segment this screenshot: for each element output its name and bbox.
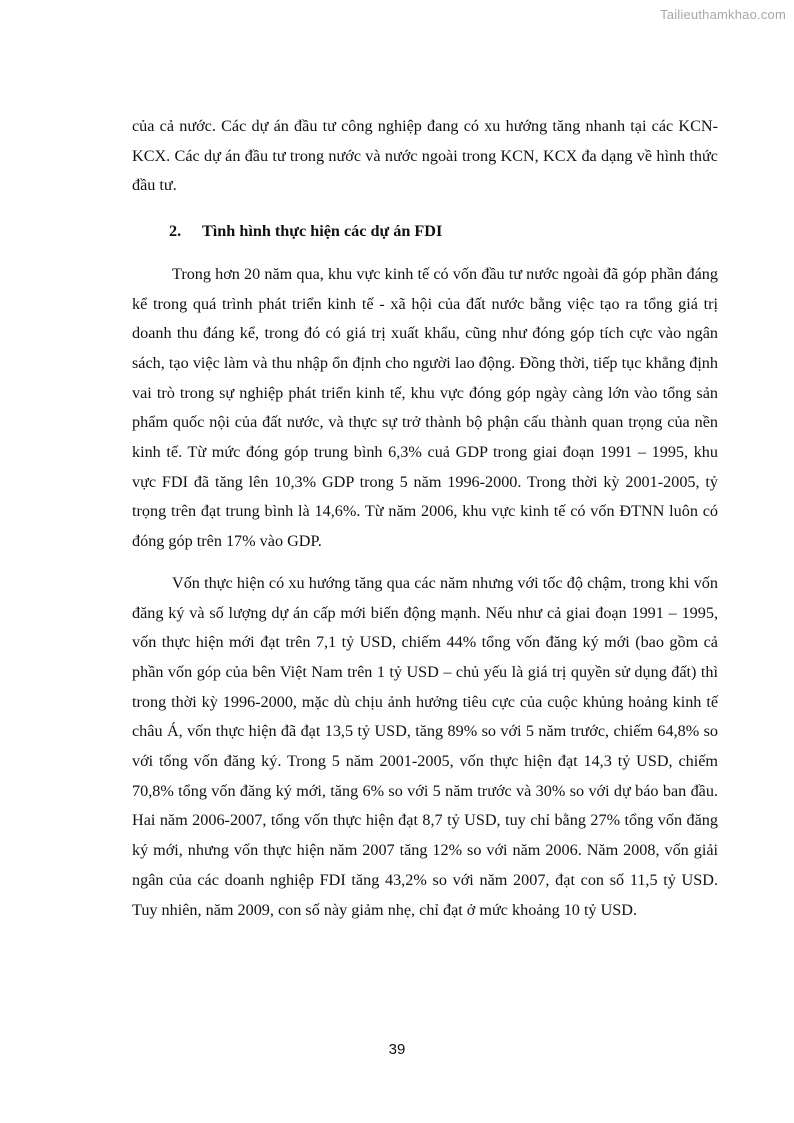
paragraph-fdi-contribution: Trong hơn 20 năm qua, khu vực kinh tế có vốn đầu tư nước ngoài đã góp phần đáng kể trong quá trình phát triển kinh tế - xã hội của đất nước bằng việc tạo ra tổng giá trị doanh thu đáng kể, trong đó có giá trị xuất khẩu, cũng như đóng góp tích cực vào ngân sách, tạo việc làm và thu nhập ổn định cho người lao động. Đồng thời, tiếp tục khẳng định vai trò trong sự nghiệp phát triển kinh tế, khu vực đóng góp ngày càng lớn vào tổng sản phẩm quốc nội của đất nước, và thực sự trở thành bộ phận cấu thành quan trọng của nền kinh tế. Từ mức đóng góp trung bình 6,3% cuả GDP trong giai đoạn 1991 – 1995, khu vực FDI đã tăng lên 10,3% GDP trong 5 năm 1996-2000. Trong thời kỳ 2001-2005, tỷ trọng trên đạt trung bình là 14,6%. Từ năm 2006, khu vực kinh tế có vốn ĐTNN luôn có đóng góp trên 17% vào GDP. — [132, 264, 718, 551]
paragraph-continuation: của cả nước. Các dự án đầu tư công nghiệp đang có xu hướng tăng nhanh tại các KCN-KCX. Các dự án đầu tư trong nước và nước ngoài trong KCN, KCX đa dạng về hình thức đầu tư. — [132, 117, 718, 195]
section-heading-title: Tình hình thực hiện các dự án FDI — [202, 222, 443, 241]
section-heading — [132, 217, 718, 247]
section-heading-number: 2. — [169, 222, 182, 241]
watermark-text: Tailieuthamkhao.com — [660, 7, 786, 22]
paragraph-implemented-capital: Vốn thực hiện có xu hướng tăng qua các năm nhưng với tốc độ chậm, trong khi vốn đăng ký và số lượng dự án cấp mới biến động mạnh. Nếu như cả giai đoạn 1991 – 1995, vốn thực hiện mới đạt trên 7,1 tỷ USD, chiếm 44% tổng vốn đăng ký mới (bao gồm cả phần vốn góp của bên Việt Nam trên 1 tỷ USD – chủ yếu là giá trị quyền sử dụng đất) thì trong thời kỳ 1996-2000, mặc dù chịu ảnh hưởng tiêu cực của cuộc khủng hoảng kinh tế châu Á, vốn thực hiện đã đạt 13,5 tỷ USD, tăng 89% so với 5 năm trước, chiếm 64,8% so với tổng vốn đăng ký. Trong 5 năm 2001-2005, vốn thực hiện đạt 14,3 tỷ USD, chiếm 70,8% tổng vốn đăng ký mới, tăng 6% so với 5 năm trước và 30% so với dự báo ban đầu. Hai năm 2006-2007, tổng vốn thực hiện đạt 8,7 tỷ USD, tuy chỉ bằng 27% tổng vốn đăng ký mới, nhưng vốn thực hiện năm 2007 tăng 12% so với năm 2006. Năm 2008, vốn giải ngân của các doanh nghiệp FDI tăng 43,2% so với năm 2007, đạt con số 11,5 tỷ USD. Tuy nhiên, năm 2009, con số này giảm nhẹ, chỉ đạt ở mức khoảng 10 tỷ USD. — [132, 573, 718, 919]
page-number: 39 — [388, 1041, 406, 1058]
document-body — [132, 112, 718, 925]
